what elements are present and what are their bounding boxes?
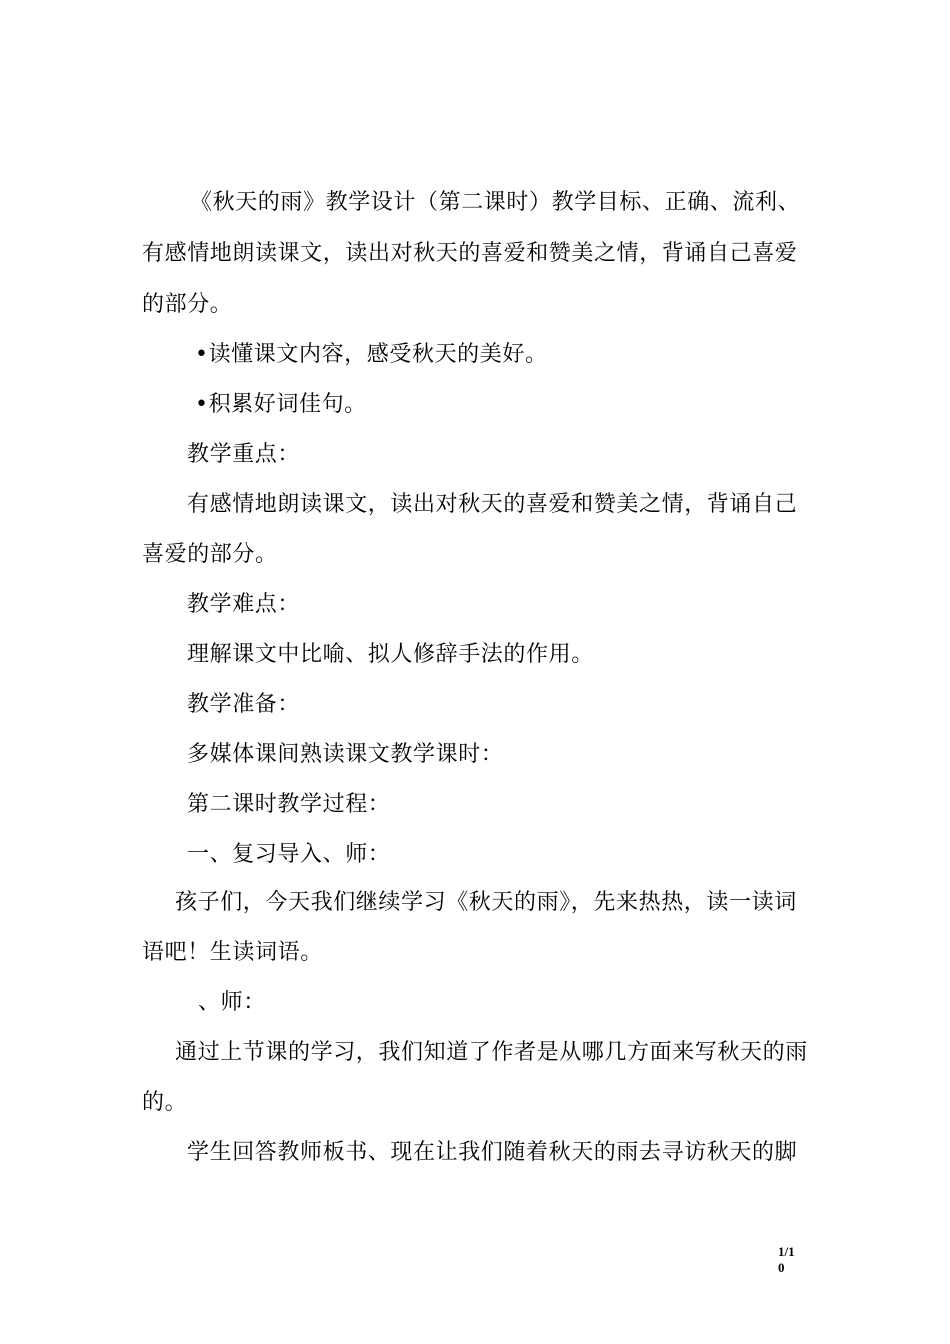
page-number-bottom: 0 (778, 1260, 785, 1275)
section-heading: 教学重点： (187, 442, 301, 467)
paragraph-line: 、师： (198, 990, 266, 1015)
paragraph-line: 孩子们，今天我们继续学习《秋天的雨》，先来热热，读一读词 (175, 890, 797, 915)
section-heading: 第二课时教学过程： (187, 792, 391, 817)
page-number-top: 1/1 (778, 1244, 795, 1259)
paragraph-line: 通过上节课的学习，我们知道了作者是从哪几方面来写秋天的雨 (175, 1040, 808, 1065)
paragraph-line: 的部分。 (142, 292, 233, 317)
page-number (778, 1244, 802, 1276)
paragraph-line: 多媒体课间熟读课文教学课时： (187, 742, 504, 767)
paragraph-line: 喜爱的部分。 (142, 542, 278, 567)
bullet-item: •积累好词佳句。 (195, 392, 367, 417)
paragraph-line: 有感情地朗读课文，读出对秋天的喜爱和赞美之情，背诵自己喜爱 (142, 241, 798, 266)
bullet-item: •读懂课文内容，感受秋天的美好。 (195, 342, 548, 367)
section-heading: 一、复习导入、师： (187, 842, 391, 867)
paragraph-line: 学生回答教师板书、现在让我们随着秋天的雨去寻访秋天的脚 (187, 1140, 798, 1165)
paragraph-line: 的。 (142, 1090, 188, 1115)
paragraph-line: 语吧！生读词语。 (142, 940, 323, 965)
paragraph-line: 《秋天的雨》教学设计（第二课时）教学目标、正确、流利、 (190, 190, 801, 215)
paragraph-line: 有感情地朗读课文，读出对秋天的喜爱和赞美之情，背诵自己 (187, 492, 798, 517)
paragraph-line: 理解课文中比喻、拟人修辞手法的作用。 (187, 642, 594, 667)
section-heading: 教学难点： (187, 592, 301, 617)
section-heading: 教学准备： (187, 692, 301, 717)
